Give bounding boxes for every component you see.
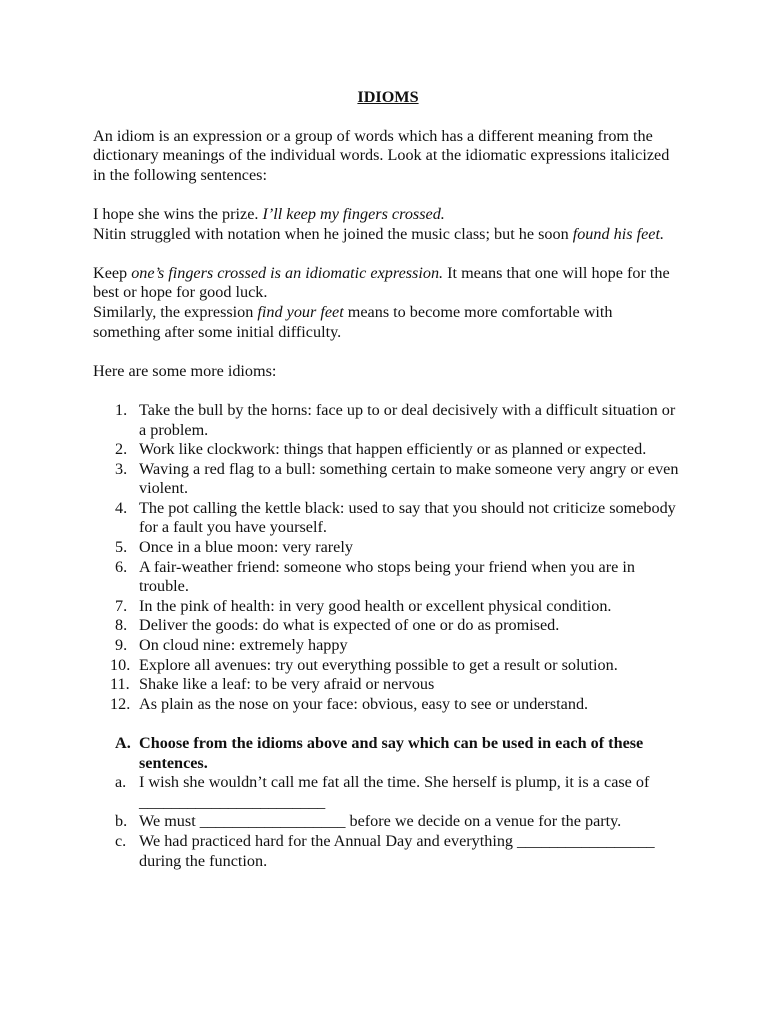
exercise-heading [93, 734, 683, 773]
exercise-instructions: Choose from the idioms above and say which can be used in each of these sentences. [139, 734, 644, 772]
idiom-text: Explore all avenues: try out everything possible to get a result or solution. [139, 655, 618, 674]
explanation-2-tail: means to become more comfortable with something after some initial difficulty. [93, 302, 613, 341]
example-1-idiom: I’ll keep my fingers crossed. [262, 204, 445, 223]
idiom-text: The pot calling the kettle black: used to say that you should not criticize somebody for a fault you have yourself. [139, 498, 676, 537]
exercise-question [93, 832, 683, 871]
idiom-item [93, 616, 683, 636]
idiom-text: In the pink of health: in very good health or excellent physical condition. [139, 596, 612, 615]
idiom-number: 9. [115, 636, 128, 655]
idiom-item [93, 597, 683, 617]
idiom-item [93, 499, 683, 538]
explanation-2-idiom: find your feet [257, 302, 344, 321]
idiom-number: 6. [115, 557, 128, 576]
example-2-text: Nitin struggled with notation when he joined the music class; but he soon [93, 224, 573, 243]
idiom-item [93, 695, 683, 715]
idiom-text: Once in a blue moon: very rarely [139, 538, 353, 557]
idiom-item [93, 636, 683, 656]
exercise-question [93, 812, 683, 832]
exercise-question [93, 773, 683, 812]
more-idioms-intro: Here are some more idioms: [93, 361, 277, 380]
question-letter: a. [115, 773, 127, 792]
idiom-number: 1. [115, 400, 128, 419]
explanation-1 [93, 264, 683, 303]
idiom-list [93, 401, 683, 715]
idiom-text: Deliver the goods: do what is expected of one or do as promised. [139, 616, 560, 635]
explanation-1-idiom: one’s fingers crossed is an idiomatic expression. [131, 263, 444, 282]
example-sentence-1 [93, 205, 683, 225]
exercise-label: A. [115, 734, 131, 752]
idiom-item [93, 440, 683, 460]
idiom-item [93, 538, 683, 558]
idiom-number: 3. [115, 459, 128, 478]
idiom-number: 10. [110, 655, 131, 674]
idiom-item [93, 675, 683, 695]
idiom-number: 4. [115, 498, 128, 517]
idiom-text: A fair-weather friend: someone who stops being your friend when you are in trouble. [139, 557, 635, 596]
idiom-item [93, 460, 683, 499]
idiom-text: Shake like a leaf: to be very afraid or nervous [139, 675, 435, 694]
idiom-number: 5. [115, 538, 128, 557]
explanation-1-tail: It means that one will hope for the best or hope for good luck. [93, 263, 670, 302]
idiom-text: Take the bull by the horns: face up to or deal decisively with a difficult situation or a problem. [139, 400, 676, 439]
idiom-number: 11. [110, 675, 130, 694]
question-text: We had practiced hard for the Annual Day and everything _________________ during the function. [139, 831, 655, 870]
explanation-1-lead: Keep [93, 263, 132, 282]
explanation-2-lead: Similarly, the expression [93, 302, 258, 321]
example-1-text: I hope she wins the prize. [93, 204, 263, 223]
idiom-text: As plain as the nose on your face: obvious, easy to see or understand. [139, 694, 589, 713]
example-sentence-2 [93, 225, 683, 245]
question-text: We must __________________ before we decide on a venue for the party. [139, 812, 622, 831]
idiom-text: Work like clockwork: things that happen efficiently or as planned or expected. [139, 440, 647, 459]
idiom-number: 12. [110, 694, 131, 713]
idiom-item [93, 656, 683, 676]
idiom-number: 7. [115, 596, 128, 615]
document-page [93, 88, 683, 871]
explanation-2 [93, 303, 683, 342]
intro-paragraph: An idiom is an expression or a group of words which has a different meaning from the dictionary meanings of the individual words. Look at the idiomatic expressions italicized in the following sentences: [93, 126, 670, 184]
page-title: IDIOMS [357, 88, 419, 106]
idiom-item [93, 401, 683, 440]
question-text: I wish she wouldn’t call me fat all the time. She herself is plump, it is a case of _______________________ [139, 773, 650, 811]
question-letter: c. [115, 831, 127, 850]
idiom-number: 8. [115, 616, 128, 635]
idiom-text: On cloud nine: extremely happy [139, 636, 348, 655]
idiom-number: 2. [115, 440, 128, 459]
idiom-item [93, 558, 683, 597]
example-2-idiom: found his feet. [572, 224, 664, 243]
question-letter: b. [115, 812, 128, 831]
idiom-text: Waving a red flag to a bull: something certain to make someone very angry or even violent. [139, 459, 679, 498]
exercise-question-list [93, 773, 683, 871]
